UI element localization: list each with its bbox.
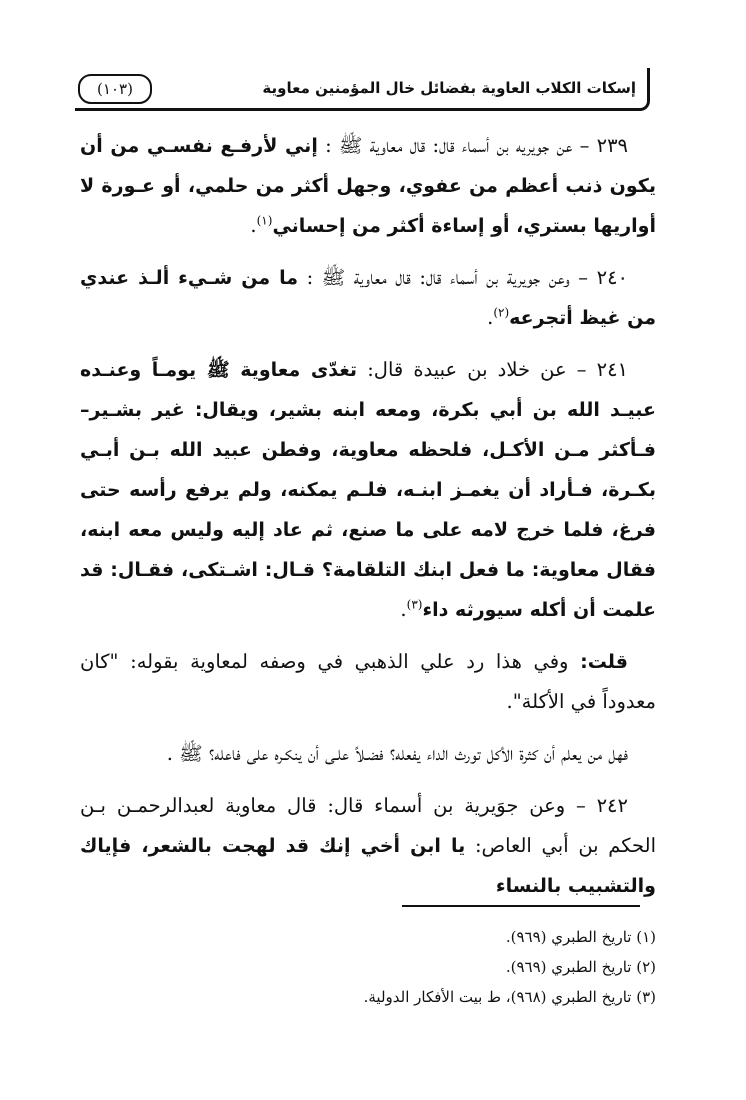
paragraph-intro: ٢٣٩ – عن جويريه بن أسماء قال: قال معاوية ﷺ :	[325, 134, 629, 157]
page-number: (١٠٣)	[78, 74, 152, 104]
footnote: (٣) تاريخ الطبري (٩٦٨)، ط بيت الأفكار الدولية.	[363, 988, 656, 1006]
sentence-end: .	[487, 306, 494, 329]
body-text	[80, 126, 656, 912]
paragraph-242	[80, 786, 656, 906]
sentence-end: .	[250, 214, 257, 237]
footnote-ref: (١)	[256, 213, 273, 228]
comment-text: وفي هذا رد علي الذهبي في وصفه لمعاوية بقوله: "كان معدوداً في الأكلة".	[80, 650, 656, 713]
paragraph-241	[80, 350, 656, 630]
paragraph-intro: ٢٤١ – عن خلاد بن عبيدة قال:	[367, 358, 629, 381]
quote-text: يا ابن أخي إنك قد لهجت بالشعر، فإياك والتشبيب بالنساء	[80, 835, 656, 897]
quote-text: تغدّى معاوية ﷺ يومـاً وعنـده عبيـد الله بن أبي بكرة، ومعه ابنه بشير، ويقال: غير بشـير– فـأكثر مـن الأكـل، فلحظه معاوية، وفطن عبيد الله بـن أبـي بكـرة، فـأراد أن يغمـز ابنـه، فلـم يمكنه، ولم يرفع رأسه حتى فرغ، فلما خرج لامه على ما صنع، ثم عاد إليه وليس معه ابنه، فقال معاوية: ما فعل ابنك التلقامة؟ قـال: اشـتكى، فقـال: قد علمت أن أكله سيورثه داء	[80, 359, 656, 621]
footnote-ref: (٢)	[493, 305, 510, 320]
footnotes	[80, 922, 656, 1012]
paragraph-intro: ٢٤٢ – وعن جوَيرية بن أسماء قال: قال معاوية لعبدالرحمـن بـن الحكم بن أبي العاص:	[80, 794, 656, 857]
paragraph-239	[80, 126, 656, 246]
question-paragraph	[80, 734, 656, 774]
footnote: (١) تاريخ الطبري (٩٦٩).	[505, 928, 656, 946]
footnote-ref: (٣)	[406, 597, 423, 612]
paragraph-intro: ٢٤٠ – وعن جويرية بن أسماء قال: قال معاوية ﷺ :	[306, 266, 629, 289]
quote-text: إني لأرفـع نفسـي من أن يكون ذنب أعظم من عفوي، وجهل أكثر من حلمي، أو عـورة لا أواريها بستري، أو إساءة أكثر من إحساني	[80, 135, 656, 237]
footnote: (٢) تاريخ الطبري (٩٦٩).	[505, 958, 656, 976]
paragraph-240	[80, 258, 656, 338]
sentence-end: .	[400, 598, 407, 621]
question-text: فهل من يعلم أن كثرة الأكل تورث الداء يفعله؟ فضـلاً علـى أن ينكـره على فاعله؟ ﷺ .	[166, 742, 628, 765]
running-header	[78, 68, 650, 116]
header-title: إسكات الكلاب العاوية بفضائل خال المؤمنين معاوية	[262, 79, 636, 97]
quote-text: ما من شـيء ألـذ عندي من غيظ أتجرعه	[80, 267, 656, 329]
comment-label: قلت:	[580, 651, 629, 673]
footnote-divider	[402, 905, 640, 907]
comment-paragraph	[80, 642, 656, 722]
